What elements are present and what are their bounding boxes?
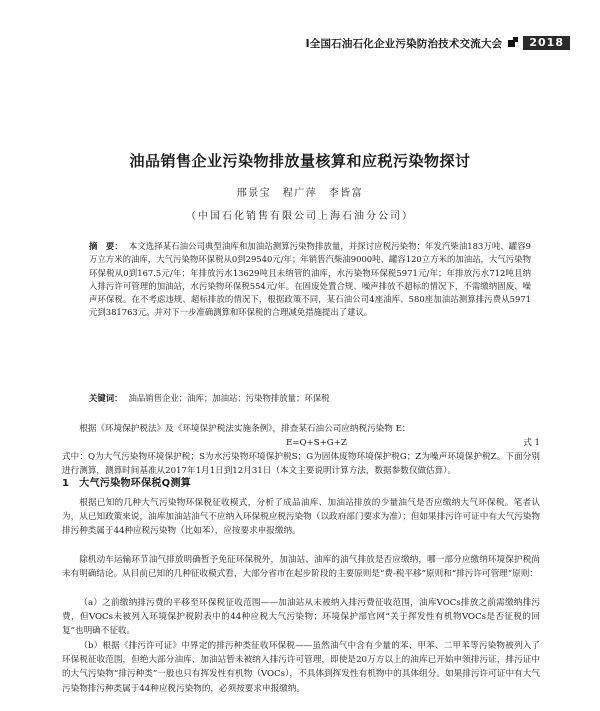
- paper-title: 油品销售企业污染物排放量核算和应税污染物探讨: [129, 152, 471, 170]
- body-paragraph-4: （b）根据《排污许可证》中界定的排污种类征收环保税——虽然油气中含有少量的苯、甲苯、二甲苯等污染物被列入了环保税征收范围，但绝大部分油库、加油站暂未被纳入排污许可管理，即使是20万方以上的油库已开始申领排污证，排污证中的大气污染物“排污种类”一般也只有挥发性有机物（VOCs），不具体到挥发性有机物中的具体组分。如果排污许可证中有大气污染物排污种类属于44种应税污染物的，必须按要求申报缴纳。: [62, 641, 540, 694]
- body-paragraph-1: 根据已知的几种大气污染物环保税征收模式，分析了成品油库、加油站排放的少量油气是否应缴纳大气环保税。笔者认为，从已知政策来说，油库加油站油气不应纳入环保税应税污染物（以政府部门要求为准）；但如果排污许可证中有大气污染物排污种类属于44种应税污染物（比如苯），应按要求申报缴纳。: [62, 498, 540, 537]
- running-header: [282, 35, 570, 51]
- section-heading: [62, 474, 191, 489]
- formula-line: [62, 436, 540, 450]
- keywords-text: 油品销售企业；油库；加油站；污染物排放量；环保税: [128, 393, 330, 403]
- body-paragraph-3: （a）之前缴纳排污费的平移至环保税征收范围——加油站从未被纳入排污费征收范围，油库VOCs排放之前需缴纳排污费，但VOCs未被列入环境保护税附表中的44种应税大气污染物；环境保护部官网“关于挥发性有机物VOCs是否征税的回复”也明确不征收。: [62, 598, 540, 637]
- intro-paragraph: 根据《环境保护税法》及《环境保护税法实施条例》，排查某石油公司应纳税污染物 E：: [79, 424, 411, 434]
- formula-number: 式 1: [523, 438, 540, 448]
- abstract-label: 摘 要：: [89, 241, 123, 251]
- section-title: 大气污染物环保税Q测算: [79, 478, 192, 489]
- formula-expression: E=Q+S+G+Z: [286, 438, 347, 448]
- header-year-badge: 2018: [523, 36, 570, 50]
- body-paragraph-2: 除机动车运输环节油气排放明确暂予免征环保税外，加油站、油库的油气排放是否应缴纳，哪一部分应缴纳环境保护税尚未有明确结论。从目前已知的几种征收模式看，大部分省市在起步阶段的主要原则是“费-税平移”原则和“排污许可管理”原则：: [62, 555, 540, 580]
- header-logo-mark: [507, 37, 519, 49]
- running-header-title: Ⅰ全国石油石化企业污染防治技术交流大会: [305, 37, 503, 50]
- section-number: 1: [62, 478, 70, 489]
- keywords: [89, 392, 531, 405]
- paper-affiliation: （中国石化销售有限公司上海石油分公司）: [186, 211, 414, 222]
- keywords-label: 关键词：: [89, 393, 123, 403]
- abstract-text: 本文选择某石油公司典型油库和加油站测算污染物排放量，并探讨应税污染物：年发汽柴油183万吨、罐容9万立方米的油库，大气污染物环保税从0到29540元/年；年销售汽柴油9000吨、罐容120立方米的加油站，大气污染物环保税从0到167.5元/年；年排放污水13629吨且未纳管的油库，水污染物环保税5971元/年；年排放污水712吨且纳入排污许可管理的加油站，水污染物环保税554元/年。在固废处置合规、噪声排放不超标的情况下，不需缴纳固废、噪声环保税。在不考虑违规、超标排放的情况下，根据政策不同，某石油公司4座油库、580座加油站测算排污费从5971元到381763元。并对下一步准确测算和环保税的合理减免措施提出了建议。: [89, 241, 532, 318]
- paper-authors: 邢景宝 程广萍 李皆富: [236, 188, 364, 199]
- formula-explanation: 式中：Q为大气污染物环境保护税；S为水污染物环境保护税S；G为固体废物环境保护税G；Z为噪声环境保护税Z。下面分别进行测算，测算时间基准从2017年1月1日到12月31日（本文主要说明计算方法，数据参数仅做估算）。: [62, 452, 540, 477]
- abstract: [89, 240, 531, 320]
